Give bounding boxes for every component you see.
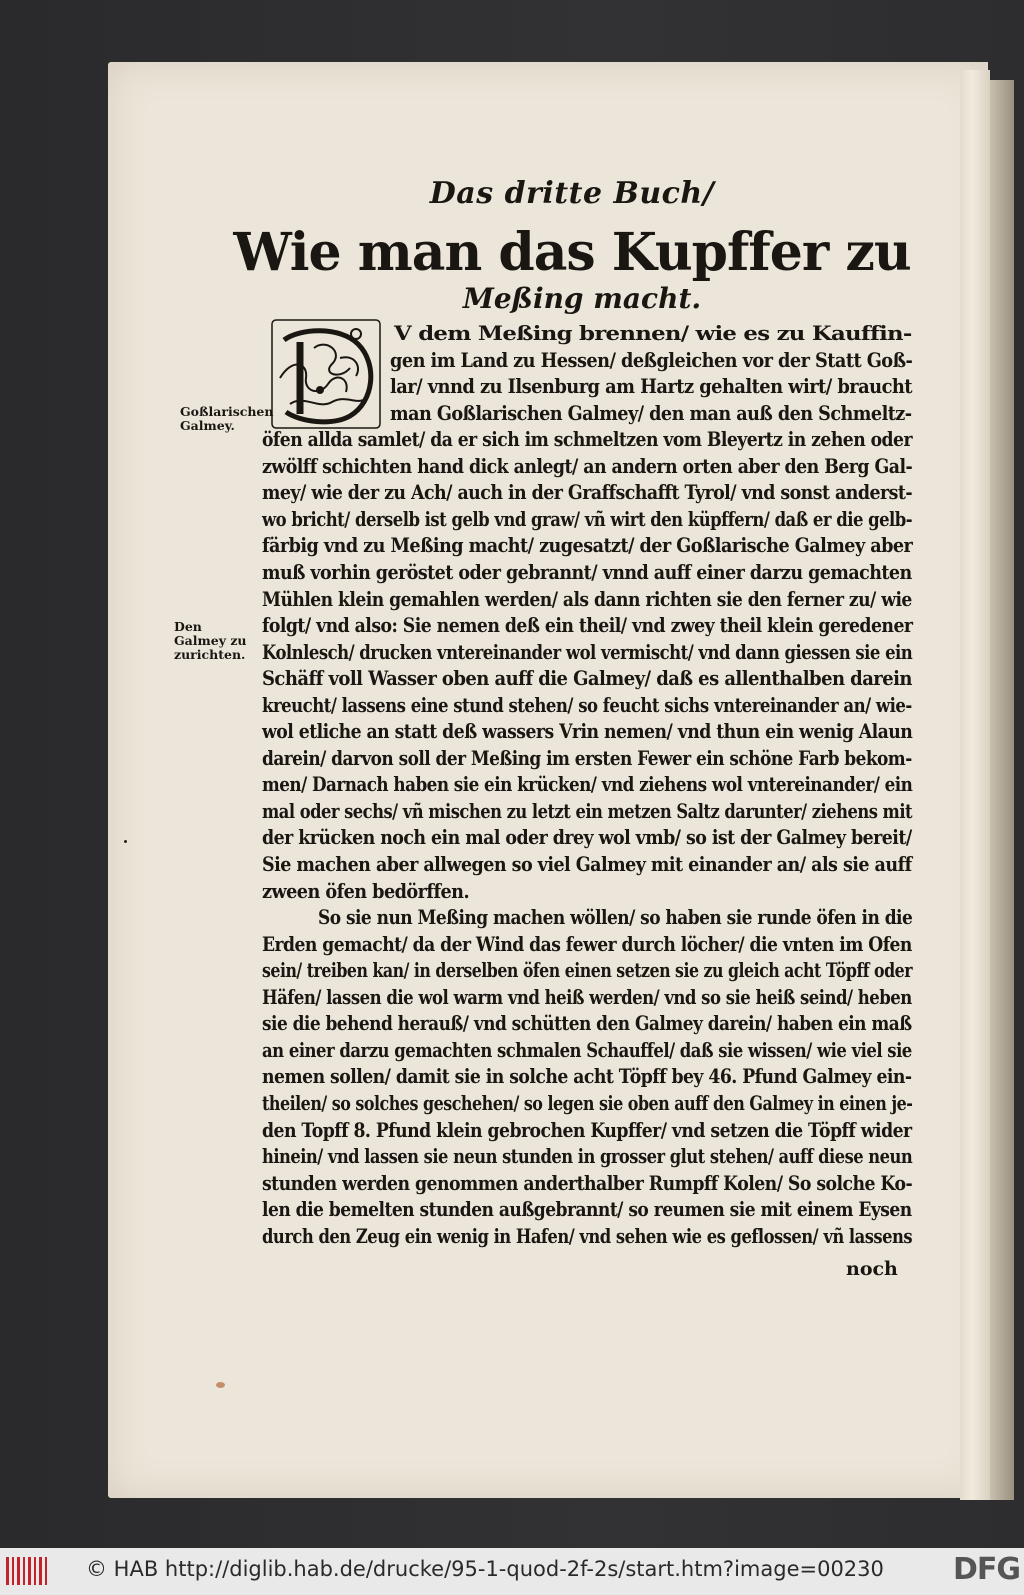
- chapter-title: Wie man das Kupffer zu: [233, 222, 911, 283]
- footer-bar: [0, 1548, 1024, 1595]
- text-line: wol etliche an statt deß wassers Vrin nemen/ vnd thun ein wenig Alaun: [262, 720, 913, 744]
- text-line: len die bemelten stunden außgebrannt/ so reumen sie mit einem Eysen: [262, 1198, 912, 1222]
- text-line: wo bricht/ derselb ist gelb vnd graw/ vñ wirt den küpffern/ daß er die gelb-: [262, 507, 913, 531]
- source-url[interactable]: © HAB http://diglib.hab.de/drucke/95-1-quod-2f-2s/start.htm?image=00230: [86, 1557, 884, 1581]
- ink-speck: [216, 1382, 225, 1388]
- text-line: theilen/ so solches geschehen/ so legen sie oben auff den Galmey in einen je-: [262, 1091, 913, 1115]
- text-line: lar/ vnnd zu Ilsenburg am Hartz gehalten wirt/ braucht: [390, 375, 912, 399]
- text-line: stunden werden genommen anderthalber Rumpff Kolen/ So solche Ko-: [262, 1171, 913, 1195]
- text-line: zween öfen bedörffen.: [262, 879, 470, 903]
- text-line: mey/ wie der zu Ach/ auch in der Graffschafft Tyrol/ vnd sonst anderst-: [262, 481, 913, 505]
- text-line: sie die behend herauß/ vnd schütten den Galmey darein/ haben ein maß: [262, 1012, 912, 1036]
- text-line: Mühlen klein gemahlen werden/ als dann richten sie den ferner zu/ wie: [262, 587, 912, 611]
- text-line: mal oder sechs/ vñ mischen zu letzt ein metzen Saltz darunter/ ziehens mit: [262, 799, 913, 823]
- decorated-initial-d: [270, 318, 382, 430]
- chapter-subtitle: Meßing macht.: [462, 282, 702, 315]
- text-line: an einer darzu gemachten schmalen Schauffel/ daß sie wissen/ wie viel sie: [262, 1038, 912, 1062]
- dfg-logo: DFG: [952, 1552, 1020, 1587]
- text-line: Erden gemacht/ da der Wind das fewer durch löcher/ die vnten im Ofen: [262, 932, 912, 956]
- text-line: Sie machen aber allwegen so viel Galmey mit einander an/ als sie auff: [262, 853, 912, 876]
- text-line: So sie nun Meßing machen wöllen/ so haben sie runde öfen in die: [318, 906, 913, 930]
- margin-note: Goßlarischen Galmey.: [180, 404, 274, 433]
- text-line: darein/ darvon soll der Meßing im ersten Fewer ein schöne Farb bekom-: [262, 746, 912, 770]
- text-line: Schäff voll Wasser oben auff die Galmey/ daß es allenthalben darein: [262, 667, 912, 691]
- text-line: man Goßlarischen Galmey/ den man auß den Schmeltz-: [390, 401, 912, 425]
- text-line: zwölff schichten hand dick anlegt/ an andern orten aber den Berg Gal-: [262, 454, 913, 478]
- text-line: hinein/ vnd lassen sie neun stunden in grosser glut stehen/ auff diese neun: [262, 1145, 913, 1169]
- ink-dot: [124, 840, 127, 843]
- text-line: den Topff 8. Pfund klein gebrochen Kupffer/ vnd setzen die Töpff wider: [262, 1118, 912, 1142]
- text-line: färbig vnd zu Meßing macht/ zugesatzt/ der Goßlarische Galmey aber: [262, 534, 913, 558]
- text-line: nemen sollen/ damit sie in solche acht Töpff bey 46. Pfund Galmey ein-: [262, 1065, 912, 1089]
- text-line: muß vorhin geröstet oder gebrannt/ vnnd auff einer darzu gemachten: [262, 560, 912, 584]
- text-line: Häfen/ lassen die wol warm vnd heiß werden/ vnd so sie heiß seind/ heben: [262, 985, 912, 1009]
- text-line: sein/ treiben kan/ in derselben öfen einen setzen sie zu gleich acht Töpff oder: [262, 959, 913, 983]
- text-line: Kolnlesch/ drucken vntereinander wol vermischt/ vnd dann giessen sie ein: [262, 640, 913, 664]
- barcode-icon: [6, 1557, 48, 1585]
- text-line: öfen allda samlet/ da er sich im schmeltzen vom Bleyertz in zehen oder: [262, 428, 912, 452]
- text-line: men/ Darnach haben sie ein krücken/ vnd ziehens wol vntereinander/ ein: [262, 773, 913, 797]
- catchword: noch: [846, 1258, 898, 1280]
- text-line: folgt/ vnd also: Sie nemen deß ein theil/ vnd zwey theil klein geredener: [262, 614, 913, 638]
- text-line: gen im Land zu Hessen/ deßgleichen vor der Statt Goß-: [390, 348, 913, 372]
- margin-note: Den Galmey zu zurichten.: [174, 619, 247, 662]
- text-line: V dem Meßing brennen/ wie es zu Kauffin-: [394, 322, 912, 345]
- text-line: durch den Zeug ein wenig in Hafen/ vnd sehen wie es geflossen/ vñ lassens: [262, 1224, 913, 1248]
- text-line: kreucht/ lassens eine stund stehen/ so feucht sichs vntereinander an/ wie-: [262, 693, 912, 717]
- book-heading: Das dritte Buch/: [429, 176, 715, 211]
- text-line: der krücken noch ein mal oder drey wol vmb/ so ist der Galmey bereit/: [262, 826, 912, 850]
